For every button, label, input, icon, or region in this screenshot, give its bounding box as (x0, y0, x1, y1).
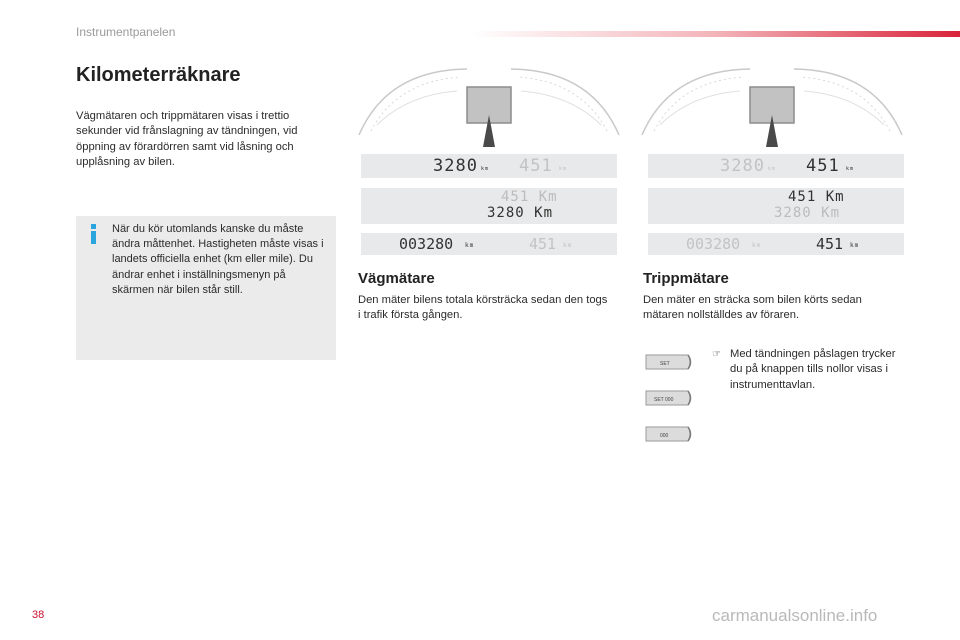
lcd-odometer-value: 3280 (433, 156, 478, 176)
info-icon (88, 224, 98, 244)
trip-description: Den mäter en sträcka som bilen körts sedan mätaren nollställdes av föraren. (643, 294, 862, 322)
lcd-trip-value: 451 (529, 235, 557, 253)
page-title: Kilometerräknare (76, 64, 241, 86)
odometer-lcd-panel-2 (361, 188, 617, 224)
intro-paragraph: Vägmätaren och trippmätaren visas i trettio sekunder vid frånslagning av tändningen, vid öppning av förardörren samt vid låsning och upplåsning av bilen. (76, 110, 298, 169)
button-label: SET (660, 361, 670, 367)
odometer-lcd-panel-3 (361, 233, 617, 255)
button-label: 000 (660, 433, 669, 439)
lcd-trip-unit: km (850, 242, 860, 249)
odometer-description: Den mäter bilens totala körsträcka sedan den togs i trafik första gången. (358, 294, 608, 322)
dashboard-illustration-trip (640, 65, 904, 151)
lcd-odometer-value: 3280 Km (774, 205, 841, 221)
watermark: carmanualsonline.info (712, 606, 878, 625)
bullet-arrow-icon: ☞ (712, 349, 721, 360)
odometer-heading: Vägmätare (358, 270, 435, 287)
odometer-lcd-panel-1 (361, 154, 617, 178)
page-number: 38 (32, 609, 45, 621)
lcd-odometer-unit: km (465, 242, 475, 249)
lcd-odometer-value: 003280 (686, 235, 741, 253)
dashboard-illustration-odometer (357, 65, 621, 151)
stalk-button-set-illustration (644, 351, 694, 373)
section-header: Instrumentpanelen (76, 25, 176, 39)
lcd-trip-unit: km (846, 166, 855, 172)
lcd-odometer-value: 003280 (399, 235, 454, 253)
lcd-odometer-unit: km (481, 166, 490, 172)
lcd-odometer-value: 3280 Km (487, 205, 554, 221)
lcd-odometer-unit: km (752, 242, 762, 249)
header-accent-bar (470, 31, 960, 37)
stalk-button-000-illustration (644, 423, 694, 445)
lcd-trip-value: 451 Km (788, 189, 845, 205)
info-box (76, 216, 336, 360)
lcd-trip-value: 451 Km (501, 189, 558, 205)
trip-lcd-panel-2 (648, 188, 904, 224)
info-text: När du kör utomlands kanske du måste ändra måttenhet. Hastigheten måste visas i landets officiella enhet (km eller mile). Du ändrar enhet i inställningsmenyn på skärmen när bilen står still. (112, 223, 324, 296)
button-label: SET 000 (654, 397, 674, 403)
lcd-odometer-unit: km (768, 166, 777, 172)
lcd-trip-unit: km (559, 166, 568, 172)
trip-reset-instruction: Med tändningen påslagen trycker du på knappen tills nollor visas i instrumenttavlan. (730, 348, 896, 391)
lcd-trip-unit: km (563, 242, 573, 249)
stalk-button-set-000-illustration (644, 387, 694, 409)
trip-lcd-panel-3 (648, 233, 904, 255)
lcd-odometer-value: 3280 (720, 156, 765, 176)
trip-lcd-panel-1 (648, 154, 904, 178)
lcd-trip-value: 451 (816, 235, 844, 253)
lcd-trip-value: 451 (519, 156, 553, 176)
lcd-trip-value: 451 (806, 156, 840, 176)
trip-heading: Trippmätare (643, 270, 729, 287)
